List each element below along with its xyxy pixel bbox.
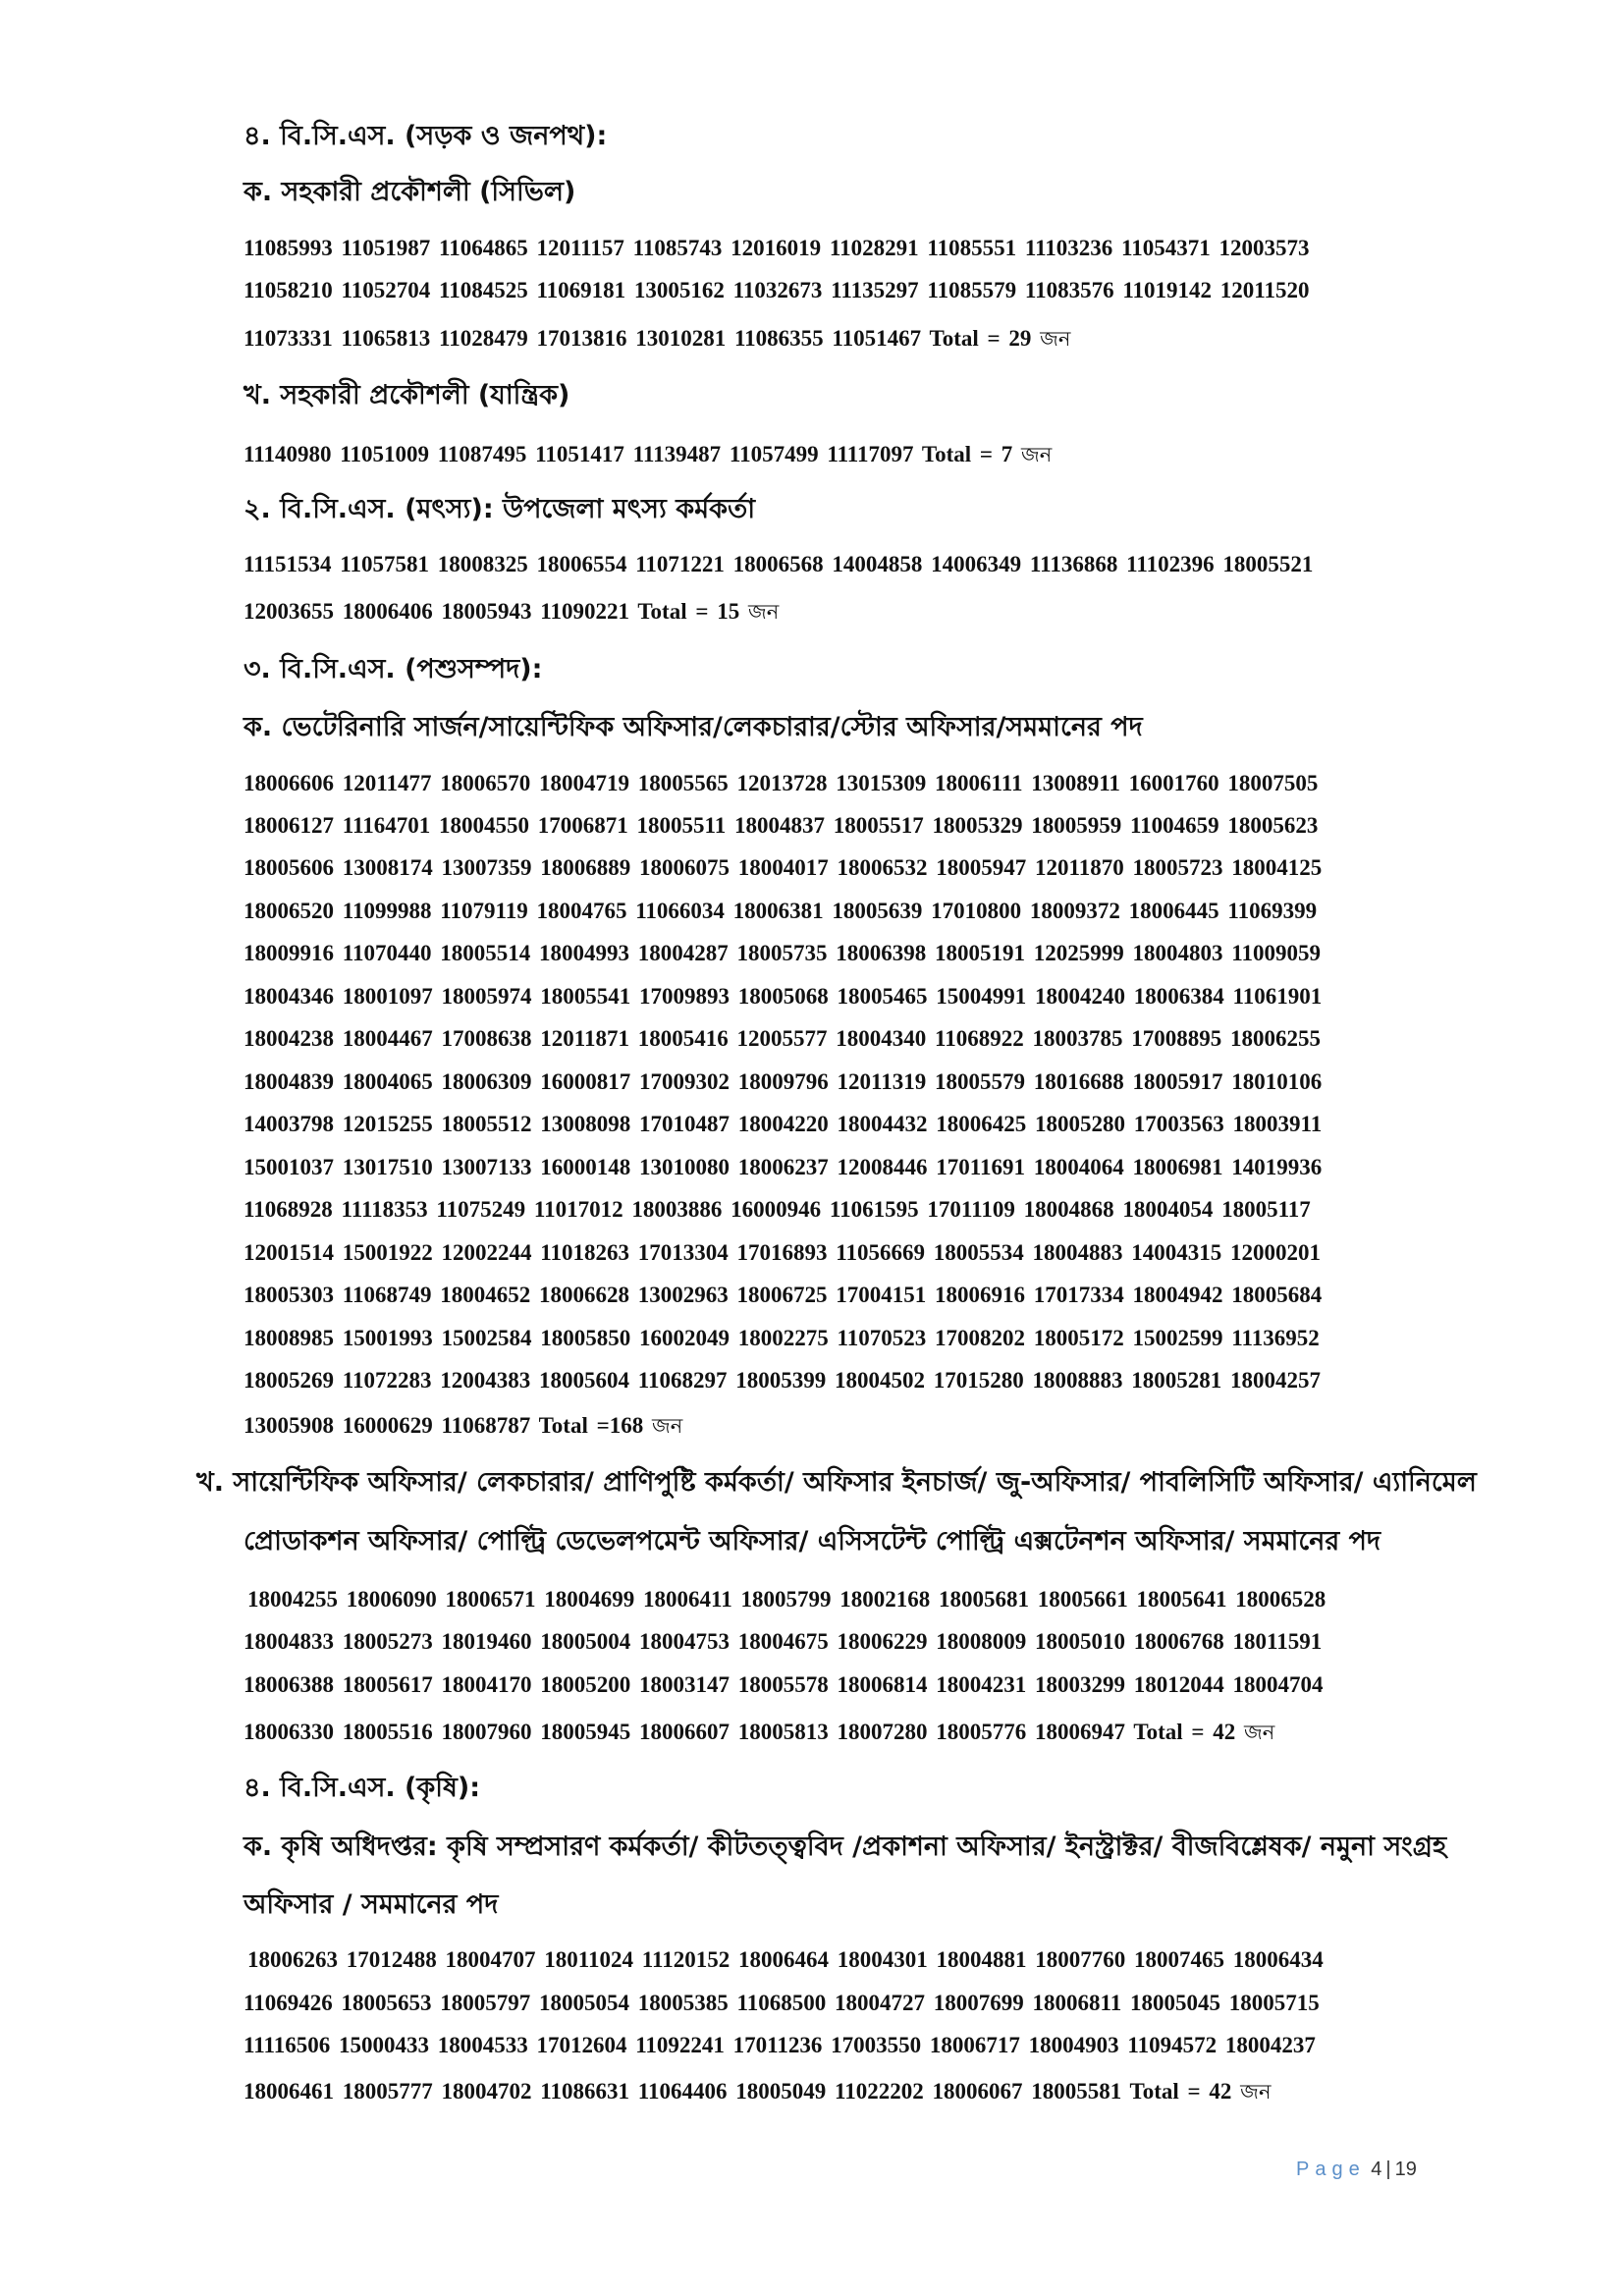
roll-line: 18005269 11072283 12004383 18005604 11068297 18005399 18004502 17015280 18008883 18005281 18004257 (244, 1368, 1321, 1393)
roll-line: 11151534 11057581 18008325 18006554 11071221 18006568 14004858 14006349 11136868 11102396 18005521 (244, 552, 1314, 576)
page-separator: | (1385, 2159, 1391, 2180)
roll-line: 11116506 15000433 18004533 17012604 11092241 17011236 17003550 18006717 18004903 11094572 18004237 (244, 2033, 1316, 2057)
subheading-scientific-officer-cont: প্রোডাকশন অফিসার/ পোল্ট্রি ডেভেলপমেন্ট অফিসার/ এসিসটেন্ট পোল্ট্রি এক্সটেনশন অফিসার/ সমমানের পদ (244, 1526, 1381, 1557)
roll-line: 12001514 15001922 12002244 11018263 17013304 17016893 11056669 18005534 18004883 14004315 12000201 (244, 1240, 1321, 1265)
roll-line: 18004238 18004467 17008638 12011871 18005416 12005577 18004340 11068922 18003785 17008895 18006255 (244, 1026, 1321, 1051)
roll-line-total: 18006330 18005516 18007960 18005945 18006607 18005813 18007280 18005776 18006947 Total = 42 জন (244, 1720, 1275, 1744)
roll-line: 18005606 13008174 13007359 18006889 18006075 18004017 18006532 18005947 12011870 18005723 18004125 (244, 855, 1323, 880)
roll-line: 15001037 13017510 13007133 16000148 13010080 18006237 12008446 17011691 18004064 18006981 14019936 (244, 1155, 1323, 1179)
subheading-civil: ক. সহকারী প্রকৌশলী (সিভিল) (244, 177, 576, 207)
roll-line: 18004839 18004065 18006309 16000817 17009302 18009796 12011319 18005579 18016688 18005917 18010106 (244, 1069, 1323, 1094)
roll-line: 18004833 18005273 18019460 18005004 18004753 18004675 18006229 18008009 18005010 18006768 18011591 (244, 1629, 1323, 1654)
unit-label: জন (651, 1414, 683, 1438)
roll-line-total: 18006461 18005777 18004702 11086631 11064406 18005049 11022202 18006067 18005581 Total = 42 জন (244, 2079, 1272, 2104)
unit-label: জন (1240, 2080, 1272, 2104)
roll-line: 18006388 18005617 18004170 18005200 18003147 18005578 18006814 18004231 18003299 18012044 18004704 (244, 1672, 1324, 1697)
roll-line-total: 11073331 11065813 11028479 17013816 13010281 11086355 11051467 Total = 29 জন (244, 326, 1071, 351)
roll-line: 18004255 18006090 18006571 18004699 18006411 18005799 18002168 18005681 18005661 18005641 18006528 (247, 1587, 1326, 1612)
roll-line: 18006127 11164701 18004550 17006871 18005511 18004837 18005517 18005329 18005959 11004659 18005623 (244, 813, 1319, 838)
unit-label: জন (747, 600, 780, 624)
roll-line: 11068928 11118353 11075249 11017012 18003886 16000946 11061595 17011109 18004868 18004054 18005117 (244, 1197, 1311, 1222)
roll-line-total: 13005908 16000629 11068787 Total =168 জন (244, 1413, 683, 1438)
unit-label: জন (1021, 443, 1053, 466)
page-total: 19 (1394, 2159, 1417, 2180)
section-heading-roads: ৪. বি.সি.এস. (সড়ক ও জনপথ): (244, 121, 608, 151)
subheading-scientific-officer: খ. সায়েন্টিফিক অফিসার/ লেকচারার/ প্রাণিপুষ্টি কর্মকর্তা/ অফিসার ইনচার্জ/ জু-অফিসার/ পাবলিসিটি অফিসার/ এ্যানিমেল (196, 1467, 1477, 1498)
roll-line-total: 11140980 11051009 11087495 11051417 11139487 11057499 11117097 Total = 7 জন (244, 442, 1053, 466)
roll-line: 11058210 11052704 11084525 11069181 13005162 11032673 11135297 11085579 11083576 11019142 12011520 (244, 278, 1310, 302)
page-label: Page (1296, 2159, 1366, 2180)
roll-line: 11069426 18005653 18005797 18005054 18005385 11068500 18004727 18007699 18006811 18005045 18005715 (244, 1991, 1320, 2015)
subheading-agri-extension: ক. কৃষি অধিদপ্তর: কৃষি সম্প্রসারণ কর্মকর্তা/ কীটতত্ত্ববিদ /প্রকাশনা অফিসার/ ইনস্ট্রাক্টর/ বীজবিশ্লেষক/ নমুনা সংগ্রহ (244, 1831, 1447, 1862)
roll-line: 18008985 15001993 15002584 18005850 16002049 18002275 11070523 17008202 18005172 15002599 11136952 (244, 1326, 1320, 1350)
page-number: 4 (1371, 2159, 1382, 2180)
roll-line: 14003798 12015255 18005512 13008098 17010487 18004220 18004432 18006425 18005280 17003563 18003911 (244, 1112, 1323, 1136)
subheading-agri-extension-cont: অফিসার / সমমানের পদ (244, 1889, 499, 1920)
section-heading-fisheries: ২. বি.সি.এস. (মৎস্য): উপজেলা মৎস্য কর্মকর্তা (244, 494, 756, 524)
roll-line: 18006520 11099988 11079119 18004765 11066034 18006381 18005639 17010800 18009372 18006445 11069399 (244, 899, 1318, 923)
subheading-veterinary: ক. ভেটেরিনারি সার্জন/সায়েন্টিফিক অফিসার/লেকচারার/স্টোর অফিসার/সমমানের পদ (244, 712, 1143, 742)
roll-line: 18006606 12011477 18006570 18004719 18005565 12013728 13015309 18006111 13008911 16001760 18007505 (244, 771, 1319, 795)
subheading-mechanical: খ. সহকারী প্রকৌশলী (যান্ত্রিক) (244, 380, 570, 410)
roll-line: 18004346 18001097 18005974 18005541 17009893 18005068 18005465 15004991 18004240 18006384 11061901 (244, 984, 1323, 1009)
unit-label: জন (1040, 327, 1071, 351)
roll-line: 18005303 11068749 18004652 18006628 13002963 18006725 17004151 18006916 17017334 18004942 18005684 (244, 1283, 1323, 1307)
section-heading-agriculture: ৪. বি.সি.এস. (কৃষি): (244, 1773, 481, 1803)
page-footer (1296, 2159, 1417, 2181)
roll-line: 18009916 11070440 18005514 18004993 18004287 18005735 18006398 18005191 12025999 18004803 11009059 (244, 941, 1321, 965)
roll-line: 11085993 11051987 11064865 12011157 11085743 12016019 11028291 11085551 11103236 11054371 12003573 (244, 236, 1310, 260)
roll-line-total: 12003655 18006406 18005943 11090221 Total = 15 জন (244, 599, 780, 624)
roll-line: 18006263 17012488 18004707 18011024 11120152 18006464 18004301 18004881 18007760 18007465 18006434 (247, 1947, 1324, 1972)
unit-label: জন (1243, 1721, 1275, 1744)
section-heading-livestock: ৩. বি.সি.এস. (পশুসম্পদ): (244, 654, 543, 684)
